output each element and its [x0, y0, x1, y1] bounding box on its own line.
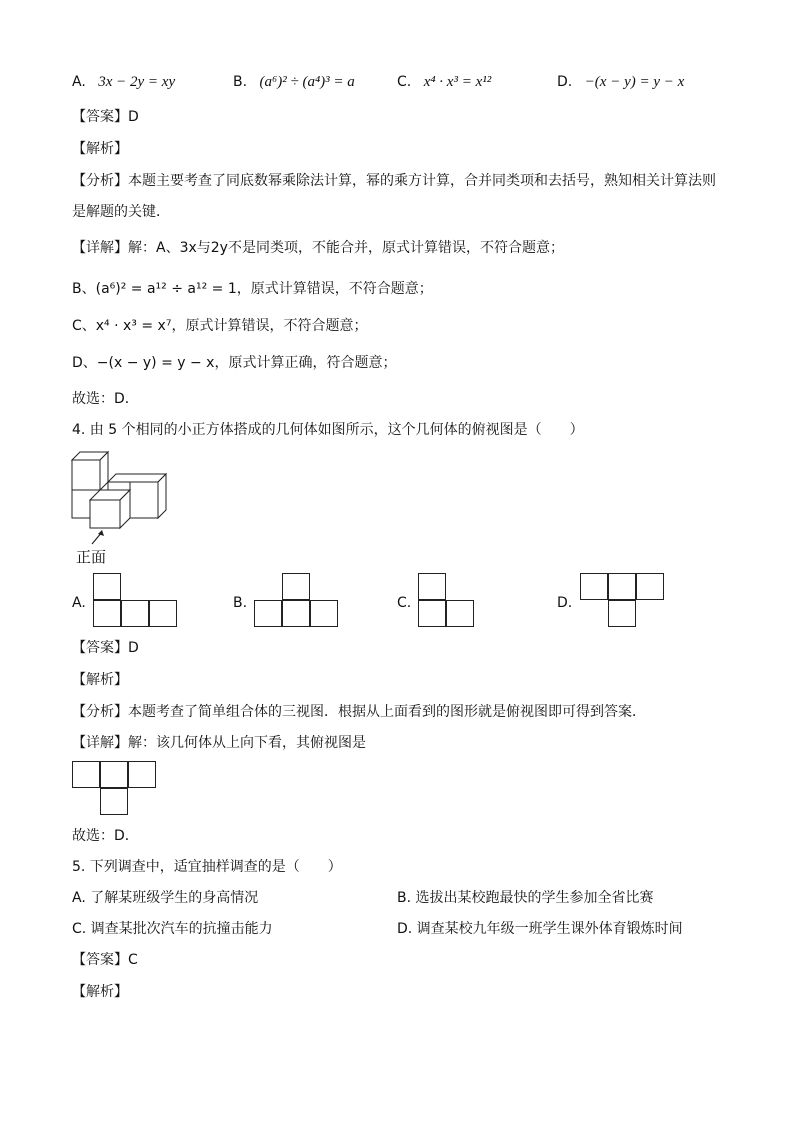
q3-option-b: [233, 72, 355, 92]
grid-cell: [608, 573, 636, 600]
q4-option-c-figure: [418, 573, 478, 629]
q3-detail-a: 【详解】解：A、3x与2y不是同类项，不能合并，原式计算错误，不符合题意；: [72, 240, 564, 256]
grid-cell: [100, 788, 128, 815]
q4-option-d-letter: D.: [557, 595, 573, 611]
grid-cell: [418, 600, 446, 627]
q3-analysis-head: 【解析】: [72, 141, 128, 157]
q3-analysis-line1: 【分析】本题主要考查了同底数幂乘除法计算，幂的乘方计算，合并同类项和去括号，熟知相关计算法则: [72, 173, 716, 189]
q4-front-label: 正面: [76, 548, 107, 566]
q3-option-b-expr: (a⁶)² ÷ (a⁴)³ = a: [259, 74, 355, 90]
grid-cell: [128, 761, 156, 788]
q3-option-b-letter: B.: [233, 74, 248, 90]
q3-option-a-letter: A.: [72, 74, 86, 90]
grid-cell: [418, 573, 446, 600]
q4-question: 4. 由 5 个相同的小正方体搭成的几何体如图所示，这个几何体的俯视图是（ ）: [72, 422, 584, 438]
q3-option-d-expr: −(x − y) = y − x: [584, 74, 685, 90]
q3-option-d-letter: D.: [557, 74, 573, 90]
q3-answer: 【答案】D: [72, 109, 139, 125]
grid-cell: [93, 600, 121, 627]
q3-option-c: [397, 72, 491, 92]
grid-cell: [580, 573, 608, 600]
q3-option-c-expr: x⁴ · x³ = x¹²: [423, 74, 492, 90]
grid-cell: [636, 573, 664, 600]
q4-choice: 故选：D．: [72, 828, 139, 844]
q4-option-b-figure: [254, 573, 344, 629]
q5-option-d: D. 调查某校九年级一班学生课外体育锻炼时间: [397, 921, 683, 937]
q4-option-a-letter: A.: [72, 595, 86, 611]
q4-option-a-figure: [93, 573, 183, 629]
q3-option-a-expr: 3x − 2y = xy: [98, 74, 176, 90]
grid-cell: [93, 573, 121, 600]
q4-cube-figure: [70, 450, 175, 550]
grid-cell: [254, 600, 282, 627]
cube-front-face: [72, 460, 100, 490]
q3-detail-d: D、−(x − y) = y − x，原式计算正确，符合题意；: [72, 355, 397, 371]
q4-answer: 【答案】D: [72, 640, 139, 656]
grid-cell: [608, 600, 636, 627]
q3-option-d: [557, 72, 684, 92]
q5-option-a: A. 了解某班级学生的身高情况: [72, 890, 259, 906]
q4-option-b-letter: B.: [233, 595, 248, 611]
grid-cell: [121, 600, 149, 627]
q3-option-c-letter: C.: [397, 74, 412, 90]
q3-analysis-line2: 是解题的关键．: [72, 204, 170, 220]
q3-option-a: [72, 72, 175, 92]
grid-cell: [282, 600, 310, 627]
q5-analysis-head: 【解析】: [72, 984, 128, 1000]
q4-option-d-figure: [580, 573, 670, 629]
q5-option-b: B. 选拔出某校跑最快的学生参加全省比赛: [397, 890, 654, 906]
cube-side-face: [158, 474, 166, 518]
cube-front-face: [90, 500, 120, 528]
q5-answer: 【答案】C: [72, 952, 138, 968]
q4-option-c-letter: C.: [397, 595, 412, 611]
grid-cell: [282, 573, 310, 600]
q3-detail-b: B、(a⁶)² = a¹² ÷ a¹² = 1，原式计算错误，不符合题意；: [72, 281, 433, 297]
q4-analysis-head: 【解析】: [72, 672, 128, 688]
grid-cell: [72, 761, 100, 788]
q5-option-c: C. 调查某批次汽车的抗撞击能力: [72, 921, 273, 937]
q5-question: 5. 下列调查中，适宜抽样调查的是（ ）: [72, 859, 342, 875]
q3-detail-c: C、x⁴ · x³ = x⁷，原式计算错误，不符合题意；: [72, 318, 368, 334]
grid-cell: [149, 600, 177, 627]
q4-detail: 【详解】解：该几何体从上向下看，其俯视图是: [72, 735, 366, 751]
grid-cell: [310, 600, 338, 627]
cube-front-face: [130, 482, 158, 518]
grid-cell: [446, 600, 474, 627]
cube-top-face: [108, 474, 166, 482]
q3-choice: 故选：D．: [72, 391, 139, 407]
q4-analysis: 【分析】本题考查了简单组合体的三视图．根据从上面看到的图形就是俯视图即可得到答案．: [72, 704, 646, 720]
q4-solution-figure: [72, 761, 162, 817]
grid-cell: [100, 761, 128, 788]
